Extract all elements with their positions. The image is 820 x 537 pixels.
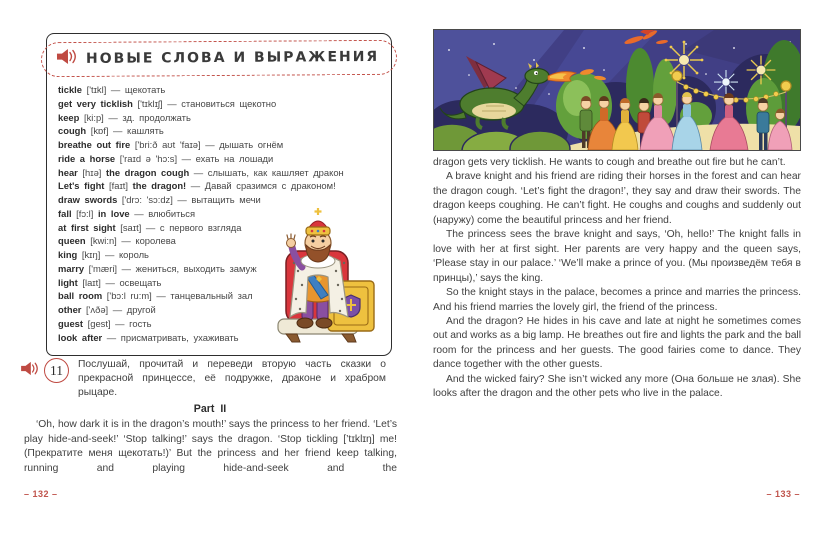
vocab-entry: tickle ['tɪkl] — щекотать xyxy=(58,84,166,95)
story-paragraph: dragon gets very ticklish. He wants to cough and breathe out fire but he can’t. xyxy=(433,157,786,168)
vocab-entry: cough [kɒf] — кашлять xyxy=(58,125,164,137)
vocab-entry: look after — присматривать, ухаживать xyxy=(58,331,239,343)
story-paragraph: So the knight stays in the palace, becomes a prince and marries the princess. And his friend marries the lovely girl, the friend of the princess. xyxy=(433,287,801,313)
exercise-11 xyxy=(20,358,398,401)
exercise-instruction: Послушай, прочитай и переведи вторую часть сказки о прекрасной принцессе, её подружке, драконе и храбром рыцаре. xyxy=(78,359,386,399)
vocab-entry: get very ticklish ['tɪklɪʃ] — становиться щекотно xyxy=(58,97,277,109)
vocab-entry: marry ['mæri] — жениться, выходить замуж xyxy=(58,262,257,274)
vocab-entry: queen [kwi:n] — королева xyxy=(58,235,176,247)
page-number-right: – 133 – xyxy=(766,489,800,499)
speaker-icon xyxy=(20,361,39,381)
vocab-entry: other ['ʌðə] — другой xyxy=(58,304,156,315)
firework xyxy=(665,41,704,80)
vocab-list xyxy=(58,83,381,344)
vocab-title: НОВЫЕ СЛОВА И ВЫРАЖЕНИЯ xyxy=(86,48,380,67)
vocab-entry: ride a horse ['raɪd ə 'hɔ:s] — ехать на лошади xyxy=(58,152,274,164)
story-paragraph: And the wicked fairy? She isn’t wicked any more (Она больше не злая). She looks after the dragon and the other pets who live in the palace. xyxy=(433,373,801,400)
vocab-entry: keep [ki:p] — зд. продолжать xyxy=(58,111,191,123)
page-number-left: – 132 – xyxy=(24,489,58,499)
story-text-right xyxy=(433,156,801,402)
story-paragraph: The princess sees the brave knight and says, ‘Oh, hello!’ The knight falls in love with her at first sight. Her parents are very happy and the queen says, ‘Please stay in our palace.’ ‘We’ll make a prince of you. (Мы произведём тебя в принцы),’ says the king. xyxy=(433,229,801,284)
vocab-entry: light [laɪt] — освещать xyxy=(58,276,162,288)
vocab-box xyxy=(46,33,392,356)
speaker-icon xyxy=(56,48,77,70)
vocab-entry: Let's fight [faɪt] the dragon! — Давай сразимся с драконом! xyxy=(58,180,336,192)
vocab-entry: ball room ['bɔ:l ru:m] — танцевальный зал xyxy=(58,290,253,302)
story-illustration xyxy=(433,29,801,151)
vocab-title-badge xyxy=(41,40,397,77)
exercise-number: 11 xyxy=(44,358,69,383)
story-paragraph: And the dragon? He hides in his cave and late at night he sometimes comes out and works as a big lamp. He breathes out fire and lights the park and the ball room for the princess and her guests. The good fairies come to dance. They dance together with the other guests. xyxy=(433,315,801,371)
story-paragraph: A brave knight and his friend are riding their horses in the forest and can hear the dragon cough. ‘Let’s fight the dragon!’, they say and draw their swords. The dragon keeps coughing. He can’t fight. He coughs and coughs and suddenly out (наружу) come the beautiful princess and her friend. xyxy=(433,171,801,226)
vocab-entry: breathe out fire ['bri:ð aʊt 'faɪə] — дышать огнём xyxy=(58,139,284,150)
vocab-entry: hear [hɪə] the dragon cough — слышать, как кашляет дракон xyxy=(58,166,344,178)
vocab-entry: guest [gest] — гость xyxy=(58,317,152,329)
vocab-entry: at first sight [saɪt] — с первого взгляда xyxy=(58,221,242,233)
vocab-entry: draw swords ['drɔ: 'sɔ:dz] — вытащить мечи xyxy=(58,194,261,205)
vocab-entry: fall [fɔ:l] in love — влюбиться xyxy=(58,207,196,219)
vocab-entry: king [kɪŋ] — король xyxy=(58,249,149,260)
part-title: Part II xyxy=(193,403,227,415)
story-text-left: ‘Oh, how dark it is in the dragon’s mouth!’ says the princess to her friend. ‘Let’s play hide-and-seek!’ ‘Stop talking!’ says the dragon. ‘Stop tickling [’tɪklɪŋ] me! (Прекратите меня щекотать!)’ But the princess and her friend keep talking, running and playing hide-and-seek and the xyxy=(24,419,397,474)
